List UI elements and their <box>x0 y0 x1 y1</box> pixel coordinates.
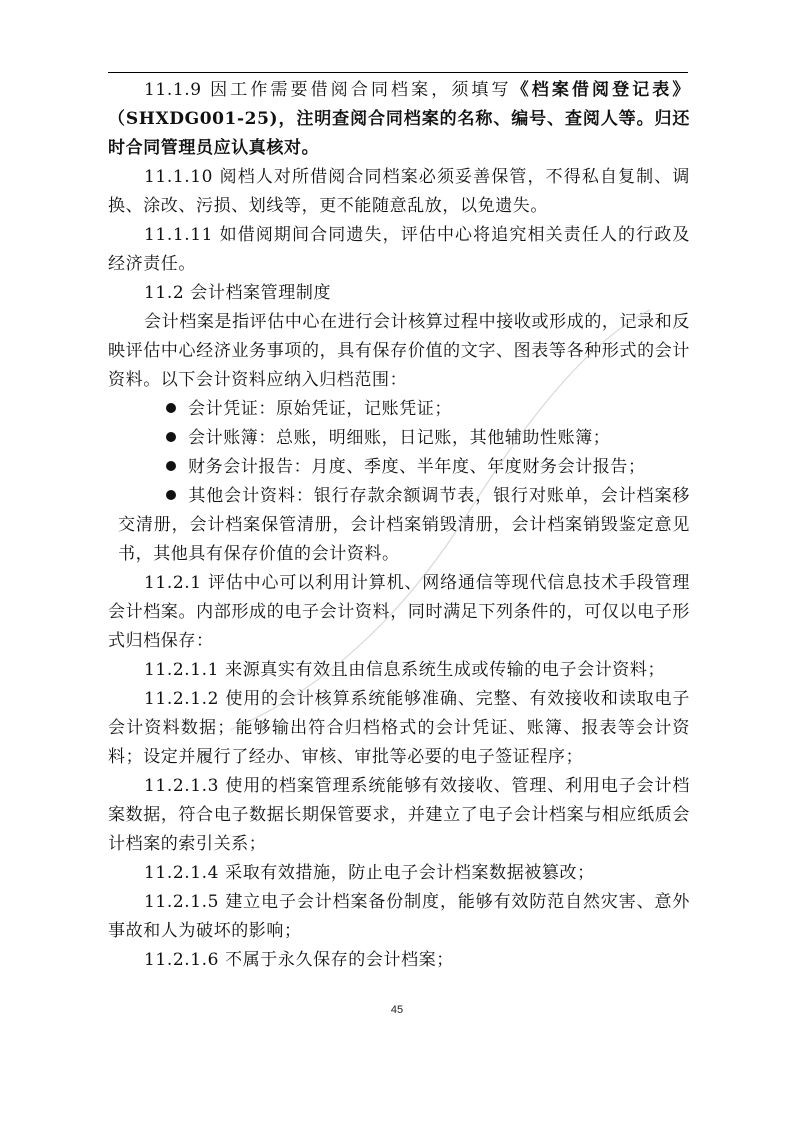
bullet-text: 其他会计资料：银行存款余额调节表，银行对账单，会计档案移交清册，会计档案保管清册，会计档案销毁清册，会计档案销毁鉴定意见书，其他具有保存价值的会计资料。 <box>118 486 690 564</box>
paragraph-11-2-1-6: 11.2.1.6 不属于永久保存的会计档案； <box>144 950 454 970</box>
paragraph-accounting-archives: 会计档案是指评估中心在进行会计核算过程中接收或形成的，记录和反映评估中心经济业务事项的，具有保存价值的文字、图表等各种形式的会计资料。以下会计资料应纳入归档范围： <box>108 312 690 390</box>
bullet-dot-icon <box>166 461 176 471</box>
paragraph-11-1-9 <box>108 76 690 163</box>
paragraph-11-2-1: 11.2.1 评估中心可以利用计算机、网络通信等现代信息技术手段管理会计档案。内部形成的电子会计资料，同时满足下列条件的，可仅以电子形式归档保存： <box>108 573 690 651</box>
paragraph-11-2-1-1: 11.2.1.1 来源真实有效且由信息系统生成或传输的电子会计资料； <box>144 660 666 680</box>
bullet-item <box>108 453 690 482</box>
paragraph-11-2-1-3: 11.2.1.3 使用的档案管理系统能够有效接收、管理、利用电子会计档案数据，符合电子数据长期保管要求，并建立了电子会计档案与相应纸质会计档案的索引关系； <box>108 776 690 854</box>
bullet-dot-icon <box>166 403 176 413</box>
paragraph-11-1-10: 11.1.10 阅档人对所借阅合同档案必须妥善保管，不得私自复制、调换、涂改、污损、划线等，更不能随意乱放，以免遗失。 <box>108 167 690 216</box>
paragraph-text: （SHXDG001-25)，注明查阅合同档案的名称、编号、查阅人等。归还时合同管理员应认真核对。 <box>108 109 690 158</box>
paragraph-text: 11.1.9 因工作需要借阅合同档案，须填写 <box>144 80 512 100</box>
bullet-item <box>108 482 690 569</box>
bullet-text: 会计账簿：总账，明细账，日记账，其他辅助性账簿； <box>188 428 611 448</box>
bullet-item <box>108 395 690 424</box>
paragraph-11-1-11: 11.1.11 如借阅期间合同遗失，评估中心将追究相关责任人的行政及经济责任。 <box>108 225 690 274</box>
bullet-text: 会计凭证：原始凭证，记账凭证； <box>188 399 452 419</box>
form-name-bold: 《档案借阅登记表》 <box>511 80 690 100</box>
paragraph-11-2-1-5: 11.2.1.5 建立电子会计档案备份制度，能够有效防范自然灾害、意外事故和人为破坏的影响； <box>108 892 690 941</box>
paragraph-11-2-1-4: 11.2.1.4 采取有效措施，防止电子会计档案数据被篡改； <box>144 863 595 883</box>
bullet-dot-icon <box>166 490 176 500</box>
bullet-dot-icon <box>166 432 176 442</box>
page-number: 45 <box>390 1004 404 1016</box>
header-rule <box>108 72 688 73</box>
bullet-item <box>108 424 690 453</box>
paragraph-11-2-1-2: 11.2.1.2 使用的会计核算系统能够准确、完整、有效接收和读取电子会计资料数据；能够输出符合归档格式的会计凭证、账簿、报表等会计资料；设定并履行了经办、审核、审批等必要的电子签证程序； <box>108 689 690 767</box>
section-heading-11-2: 11.2 会计档案管理制度 <box>144 283 332 303</box>
bullet-text: 财务会计报告：月度、季度、半年度、年度财务会计报告； <box>188 457 646 477</box>
document-body <box>108 76 690 975</box>
